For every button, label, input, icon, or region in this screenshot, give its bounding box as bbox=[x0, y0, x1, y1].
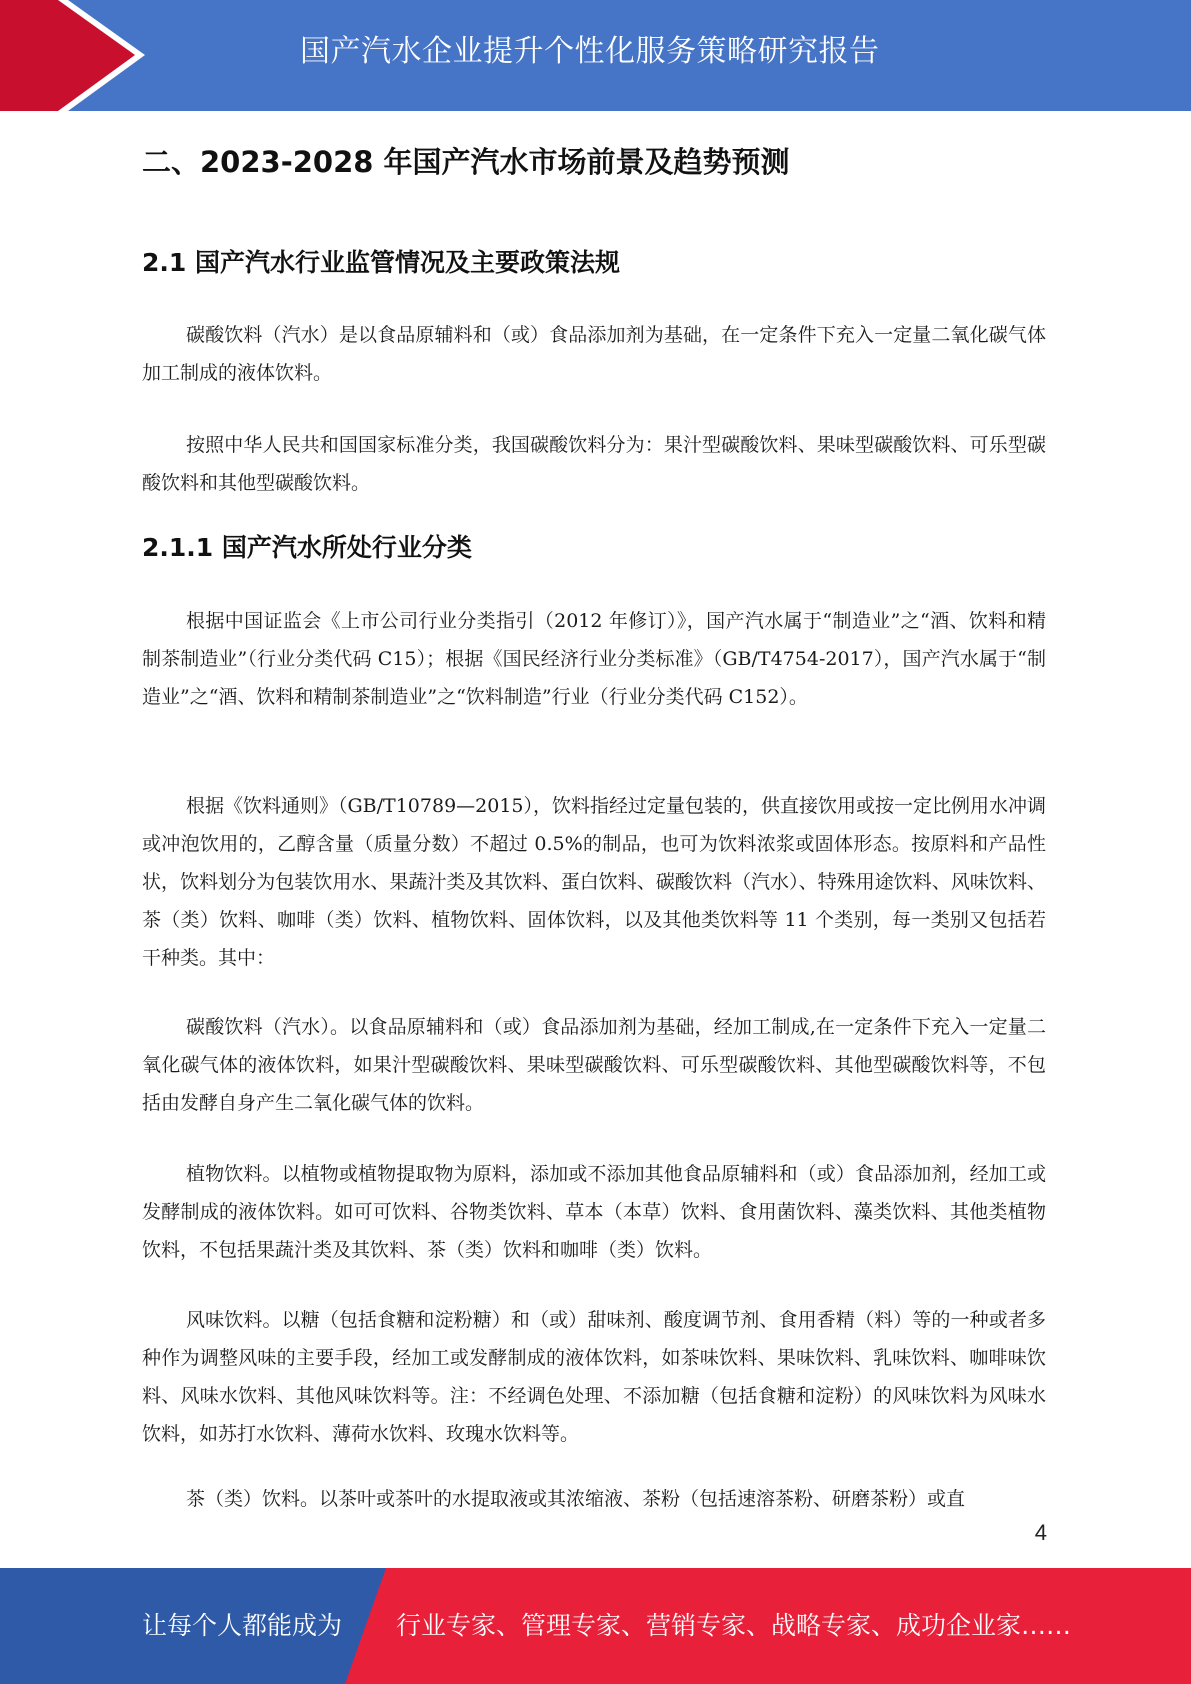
footer-slogan-left: 让每个人都能成为 bbox=[142, 1611, 343, 1640]
paragraph: 植物饮料。以植物或植物提取物为原料，添加或不添加其他食品原辅料和（或）食品添加剂，经加工或发酵制成的液体饮料。如可可饮料、谷物类饮料、草本（本草）饮料、食用菌饮料、藻类饮料、其他类植物饮料，不包括果蔬汁类及其饮料、茶（类）饮料和咖啡（类）饮料。 bbox=[142, 1163, 1046, 1261]
footer-slogan-right: 行业专家、管理专家、营销专家、战略专家、成功企业家…… bbox=[396, 1611, 1072, 1640]
subsection-heading-2-1-1: 2.1.1 国产汽水所处行业分类 bbox=[142, 533, 472, 562]
paragraph: 碳酸饮料（汽水）是以食品原辅料和（或）食品添加剂为基础，在一定条件下充入一定量二氧化碳气体加工制成的液体饮料。 bbox=[142, 324, 1046, 384]
header-chevron-decoration bbox=[0, 0, 160, 111]
paragraph: 茶（类）饮料。以茶叶或茶叶的水提取液或其浓缩液、茶粉（包括速溶茶粉、研磨茶粉）或直 bbox=[186, 1488, 966, 1510]
page-number: 4 bbox=[1034, 1520, 1047, 1545]
report-title: 国产汽水企业提升个性化服务策略研究报告 bbox=[300, 34, 880, 69]
paragraph: 根据中国证监会《上市公司行业分类指引（2012 年修订）》，国产汽水属于“制造业”之“酒、饮料和精制茶制造业”（行业分类代码 C15）；根据《国民经济行业分类标准》（GB/T4754-2017），国产汽水属于“制造业”之“酒、饮料和精制茶制造业”之“饮料制造”行业（行业分类代码 C152）。 bbox=[142, 610, 1046, 708]
section-heading: 二、2023-2028 年国产汽水市场前景及趋势预测 bbox=[142, 145, 790, 179]
footer-band bbox=[0, 1568, 1191, 1684]
paragraph: 根据《饮料通则》（GB/T10789—2015），饮料指经过定量包装的，供直接饮用或按一定比例用水冲调或冲泡饮用的，乙醇含量（质量分数）不超过 0.5%的制品，也可为饮料浓浆或固体形态。按原料和产品性状，饮料划分为包装饮用水、果蔬汁类及其饮料、蛋白饮料、碳酸饮料（汽水）、特殊用途饮料、风味饮料、茶（类）饮料、咖啡（类）饮料、植物饮料、固体饮料，以及其他类饮料等 11 个类别，每一类别又包括若干种类。其中： bbox=[142, 795, 1047, 969]
paragraph: 碳酸饮料（汽水）。以食品原辅料和（或）食品添加剂为基础，经加工制成,在一定条件下充入一定量二氧化碳气体的液体饮料，如果汁型碳酸饮料、果味型碳酸饮料、可乐型碳酸饮料、其他型碳酸饮料等，不包括由发酵自身产生二氧化碳气体的饮料。 bbox=[142, 1016, 1046, 1114]
paragraph: 风味饮料。以糖（包括食糖和淀粉糖）和（或）甜味剂、酸度调节剂、食用香精（料）等的一种或者多种作为调整风味的主要手段，经加工或发酵制成的液体饮料，如茶味饮料、果味饮料、乳味饮料、咖啡味饮料、风味水饮料、其他风味饮料等。注：不经调色处理、不添加糖（包括食糖和淀粉）的风味饮料为风味水饮料，如苏打水饮料、薄荷水饮料、玫瑰水饮料等。 bbox=[142, 1309, 1046, 1445]
paragraph: 按照中华人民共和国国家标准分类，我国碳酸饮料分为：果汁型碳酸饮料、果味型碳酸饮料、可乐型碳酸饮料和其他型碳酸饮料。 bbox=[142, 434, 1046, 494]
subsection-heading-2-1: 2.1 国产汽水行业监管情况及主要政策法规 bbox=[142, 248, 620, 277]
header-band bbox=[0, 0, 1191, 111]
